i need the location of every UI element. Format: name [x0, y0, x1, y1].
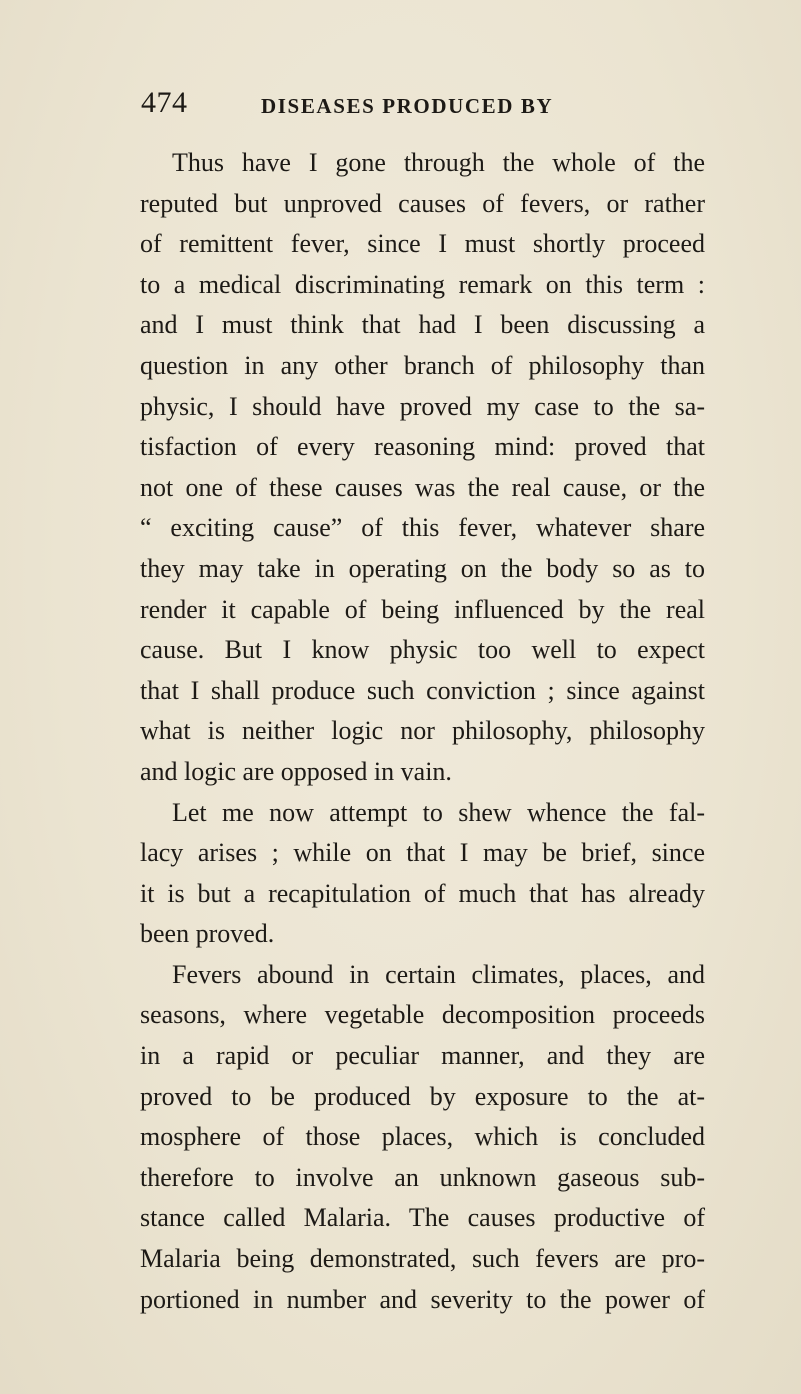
- text-line: Let me now attempt to shew whence the fal-: [172, 797, 705, 827]
- text-line: mosphere of those places, which is concluded: [140, 1122, 705, 1152]
- text-line: therefore to involve an unknown gaseous sub-: [140, 1162, 705, 1192]
- text-line: proved to be produced by exposure to the at-: [140, 1081, 705, 1111]
- text-line: seasons, where vegetable decomposition proceeds: [140, 1000, 705, 1030]
- text-line: tisfaction of every reasoning mind: proved that: [140, 432, 705, 462]
- running-head: DISEASES PRODUCED BY: [261, 94, 554, 118]
- text-line: what is neither logic nor philosophy, philosophy: [140, 716, 705, 746]
- text-line: Malaria being demonstrated, such fevers are pro-: [140, 1244, 705, 1274]
- text-line: lacy arises ; while on that I may be brief, since: [140, 838, 705, 868]
- text-line: to a medical discriminating remark on this term :: [140, 269, 705, 299]
- text-line: cause. But I know physic too well to expect: [140, 635, 705, 665]
- text-line: they may take in operating on the body so as to: [140, 553, 705, 583]
- text-line: of remittent fever, since I must shortly proceed: [140, 229, 705, 259]
- body-text: [140, 143, 705, 1320]
- text-line: Fevers abound in certain climates, places, and: [172, 959, 705, 989]
- page-number: 474: [141, 86, 188, 119]
- text-line: been proved.: [140, 919, 275, 949]
- text-line: and I must think that had I been discussing a: [140, 310, 705, 340]
- text-line: that I shall produce such conviction ; since against: [140, 675, 705, 705]
- text-line: not one of these causes was the real cause, or the: [140, 472, 705, 502]
- text-line: render it capable of being influenced by the real: [140, 594, 705, 624]
- text-line: portioned in number and severity to the power of: [140, 1284, 705, 1314]
- page-header: [141, 86, 701, 130]
- text-line: it is but a recapitulation of much that has already: [140, 878, 705, 908]
- text-line: stance called Malaria. The causes productive of: [140, 1203, 705, 1233]
- text-line: physic, I should have proved my case to the sa-: [140, 391, 705, 421]
- text-line: reputed but unproved causes of fevers, or rather: [140, 188, 705, 218]
- text-line: in a rapid or peculiar manner, and they are: [140, 1041, 705, 1071]
- text-line: question in any other branch of philosophy than: [140, 350, 705, 380]
- text-line: Thus have I gone through the whole of the: [172, 148, 705, 177]
- text-line: “ exciting cause” of this fever, whatever share: [140, 513, 705, 543]
- text-line: and logic are opposed in vain.: [140, 756, 452, 786]
